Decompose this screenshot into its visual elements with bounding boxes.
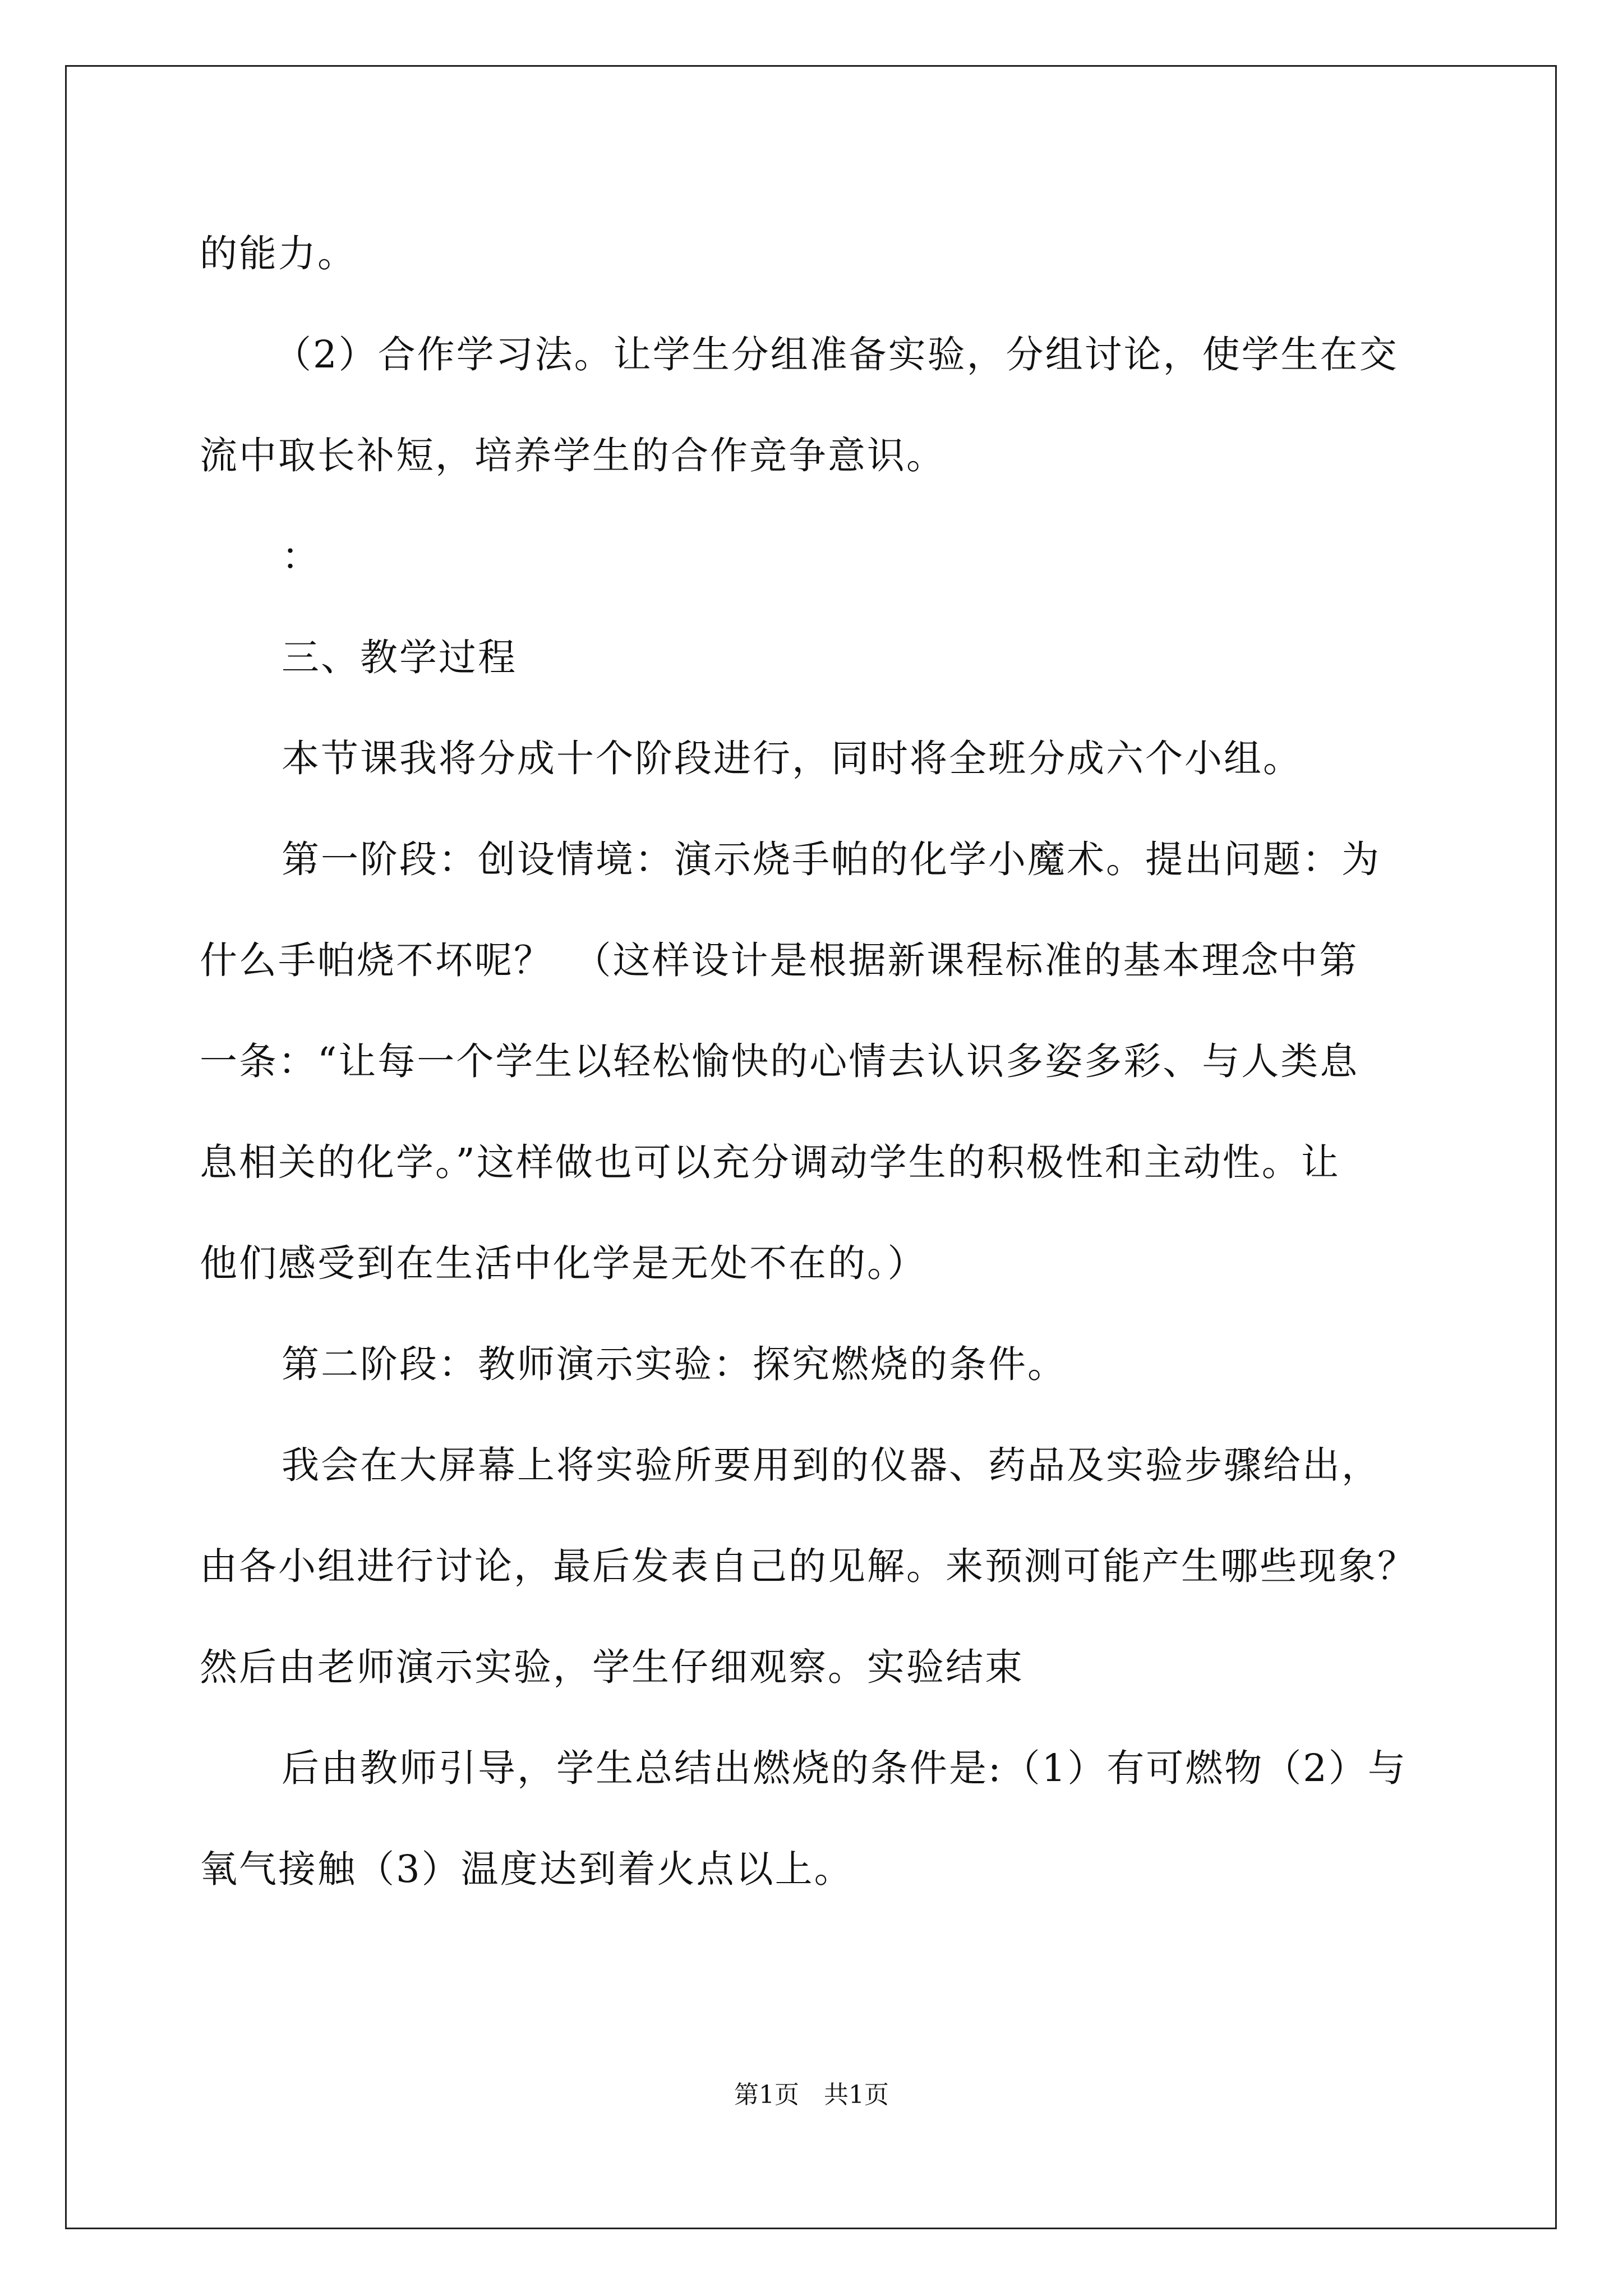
page-number-footer: 第1页 共1页 — [734, 2081, 889, 2109]
paragraph-line: 一条：“让每一个学生以轻松愉快的心情去认识多姿多彩、与人类息 — [200, 1039, 1359, 1083]
paragraph-line: 他们感受到在生活中化学是无处不在的。） — [200, 1241, 927, 1285]
paragraph-line: （2）合作学习法。让学生分组准备实验，分组讨论，使学生在交 — [274, 333, 1399, 376]
paragraph-line: 什么手帕烧不坏呢？ （这样设计是根据新课程标准的基本理念中第 — [200, 938, 1359, 982]
paragraph-line: 本节课我将分成十个阶段进行，同时将全班分成六个小组。 — [282, 737, 1302, 780]
paragraph-line: 第二阶段：教师演示实验：探究燃烧的条件。 — [282, 1342, 1067, 1386]
section-heading: 三、教学过程 — [282, 636, 517, 679]
paragraph-line: 后由教师引导，学生总结出燃烧的条件是:（1）有可燃物（2）与 — [282, 1746, 1407, 1790]
paragraph-line: 氧气接触（3）温度达到着火点以上。 — [200, 1847, 854, 1891]
paragraph-line: 然后由老师演示实验，学生仔细观察。实验结束 — [200, 1645, 1024, 1689]
paragraph-line: 由各小组进行讨论，最后发表自己的见解。来预测可能产生哪些现象？ — [200, 1544, 1417, 1588]
paragraph-line: ： — [282, 535, 321, 578]
paragraph-line: 息相关的化学。”这样做也可以充分调动学生的积极性和主动性。让 — [200, 1140, 1340, 1184]
paragraph-line: 我会在大屏幕上将实验所要用到的仪器、药品及实验步骤给出， — [282, 1443, 1381, 1487]
paragraph-line: 第一阶段：创设情境：演示烧手帕的化学小魔术。提出问题：为 — [282, 838, 1381, 881]
paragraph-line: 流中取长补短，培养学生的合作竞争意识。 — [200, 434, 946, 477]
paragraph-line: 的能力。 — [200, 232, 357, 275]
